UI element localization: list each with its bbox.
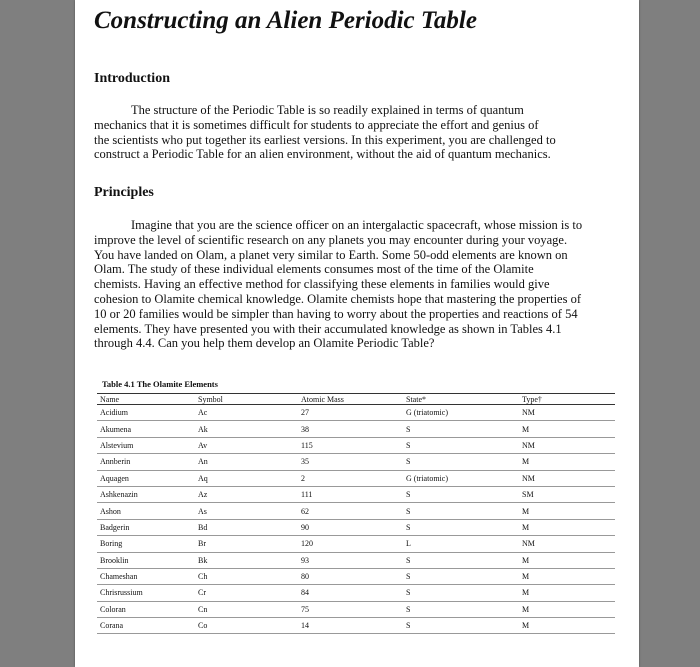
cell-type: M <box>505 421 615 437</box>
cell-name: Akumena <box>97 421 194 437</box>
cell-atomic-mass: 38 <box>298 421 403 437</box>
cell-type: NM <box>505 437 615 453</box>
paragraph-line: cohesion to Olamite chemical knowledge. Olamite chemists hope that mastering the properties of <box>94 291 582 306</box>
cell-type: M <box>505 503 615 519</box>
cell-state: S <box>403 552 505 568</box>
table-row <box>97 421 615 437</box>
cell-state: S <box>403 486 505 502</box>
cell-type: M <box>505 618 615 634</box>
cell-state: S <box>403 437 505 453</box>
cell-symbol: Cr <box>194 585 298 601</box>
cell-symbol: As <box>194 503 298 519</box>
cell-state: S <box>403 519 505 535</box>
cell-atomic-mass: 115 <box>298 437 403 453</box>
cell-symbol: Bk <box>194 552 298 568</box>
table-row <box>97 536 615 552</box>
table-row <box>97 454 615 470</box>
cell-state: S <box>403 601 505 617</box>
paragraph-line: Olam. The study of these individual elements consumes most of the time of the Olamite <box>94 262 534 277</box>
cell-atomic-mass: 75 <box>298 601 403 617</box>
cell-type: M <box>505 552 615 568</box>
column-header-name: Name <box>97 394 194 405</box>
cell-atomic-mass: 93 <box>298 552 403 568</box>
cell-type: M <box>505 585 615 601</box>
cell-state: S <box>403 421 505 437</box>
cell-atomic-mass: 27 <box>298 405 403 421</box>
cell-atomic-mass: 80 <box>298 568 403 584</box>
cell-name: Annberin <box>97 454 194 470</box>
cell-atomic-mass: 35 <box>298 454 403 470</box>
paragraph-line: construct a Periodic Table for an alien environment, without the aid of quantum mechanics. <box>94 147 551 162</box>
paragraph-line: You have landed on Olam, a planet very similar to Earth. Some 50-odd elements are known on <box>94 247 568 262</box>
cell-name: Coloran <box>97 601 194 617</box>
cell-state: S <box>403 568 505 584</box>
cell-state: S <box>403 618 505 634</box>
cell-type: M <box>505 601 615 617</box>
table-row <box>97 618 615 634</box>
table-row <box>97 437 615 453</box>
table-row <box>97 568 615 584</box>
cell-state: G (triatomic) <box>403 405 505 421</box>
cell-type: M <box>505 568 615 584</box>
cell-symbol: Br <box>194 536 298 552</box>
cell-name: Alstevium <box>97 437 194 453</box>
cell-state: S <box>403 503 505 519</box>
table-row <box>97 601 615 617</box>
principles-heading: Principles <box>94 185 154 200</box>
cell-name: Corana <box>97 618 194 634</box>
cell-type: SM <box>505 486 615 502</box>
cell-state: L <box>403 536 505 552</box>
column-header-state: State* <box>403 394 505 405</box>
cell-state: S <box>403 454 505 470</box>
cell-symbol: Ac <box>194 405 298 421</box>
cell-type: NM <box>505 536 615 552</box>
paragraph-line: mechanics that it is sometimes difficult for students to appreciate the effort and genius of <box>94 117 539 132</box>
cell-name: Badgerin <box>97 519 194 535</box>
table-row <box>97 405 615 421</box>
table-header-row <box>97 394 615 405</box>
principles-paragraph <box>94 218 628 351</box>
paragraph-line: The structure of the Periodic Table is so readily explained in terms of quantum <box>131 103 524 117</box>
cell-type: NM <box>505 470 615 486</box>
paragraph-line: through 4.4. Can you help them develop an Olamite Periodic Table? <box>94 336 435 351</box>
cell-name: Ashon <box>97 503 194 519</box>
elements-table <box>97 393 615 634</box>
table-row <box>97 503 615 519</box>
paragraph-line: the scientists who put together its earliest versions. In this experiment, you are challenged to <box>94 132 556 147</box>
column-header-symbol: Symbol <box>194 394 298 405</box>
cell-name: Ashkenazin <box>97 486 194 502</box>
table-row <box>97 585 615 601</box>
cell-symbol: Az <box>194 486 298 502</box>
cell-name: Boring <box>97 536 194 552</box>
paragraph-line: elements. They have presented you with their accumulated knowledge as shown in Tables 4.1 <box>94 321 562 336</box>
table-row <box>97 519 615 535</box>
paragraph-line: 10 or 20 families would be simpler than having to worry about the properties and reactions of 54 <box>94 306 578 321</box>
cell-state: G (triatomic) <box>403 470 505 486</box>
cell-symbol: Av <box>194 437 298 453</box>
cell-atomic-mass: 120 <box>298 536 403 552</box>
cell-symbol: Cn <box>194 601 298 617</box>
cell-atomic-mass: 14 <box>298 618 403 634</box>
cell-symbol: Co <box>194 618 298 634</box>
document-title: Constructing an Alien Periodic Table <box>94 7 477 34</box>
cell-atomic-mass: 90 <box>298 519 403 535</box>
cell-type: M <box>505 519 615 535</box>
cell-state: S <box>403 585 505 601</box>
paragraph-line: chemists. Having an effective method for classifying these elements in families would give <box>94 277 550 292</box>
cell-symbol: Ch <box>194 568 298 584</box>
cell-name: Chameshan <box>97 568 194 584</box>
cell-symbol: Bd <box>194 519 298 535</box>
column-header-atomic-mass: Atomic Mass <box>298 394 403 405</box>
document-page <box>75 0 639 667</box>
cell-name: Chrisrussium <box>97 585 194 601</box>
cell-name: Acidium <box>97 405 194 421</box>
cell-name: Aquagen <box>97 470 194 486</box>
cell-symbol: Aq <box>194 470 298 486</box>
introduction-paragraph <box>94 103 628 162</box>
introduction-heading: Introduction <box>94 71 170 86</box>
paragraph-line: improve the level of scientific research on any planets you may encounter during your voyage. <box>94 232 568 247</box>
table-row <box>97 470 615 486</box>
cell-symbol: An <box>194 454 298 470</box>
cell-name: Brooklin <box>97 552 194 568</box>
cell-atomic-mass: 2 <box>298 470 403 486</box>
cell-type: M <box>505 454 615 470</box>
table-caption: Table 4.1 The Olamite Elements <box>102 379 218 389</box>
cell-symbol: Ak <box>194 421 298 437</box>
cell-atomic-mass: 62 <box>298 503 403 519</box>
column-header-type: Type† <box>505 394 615 405</box>
cell-atomic-mass: 84 <box>298 585 403 601</box>
table-row <box>97 486 615 502</box>
paragraph-line: Imagine that you are the science officer on an intergalactic spacecraft, whose mission is to <box>131 218 583 232</box>
cell-atomic-mass: 111 <box>298 486 403 502</box>
table-row <box>97 552 615 568</box>
cell-type: NM <box>505 405 615 421</box>
